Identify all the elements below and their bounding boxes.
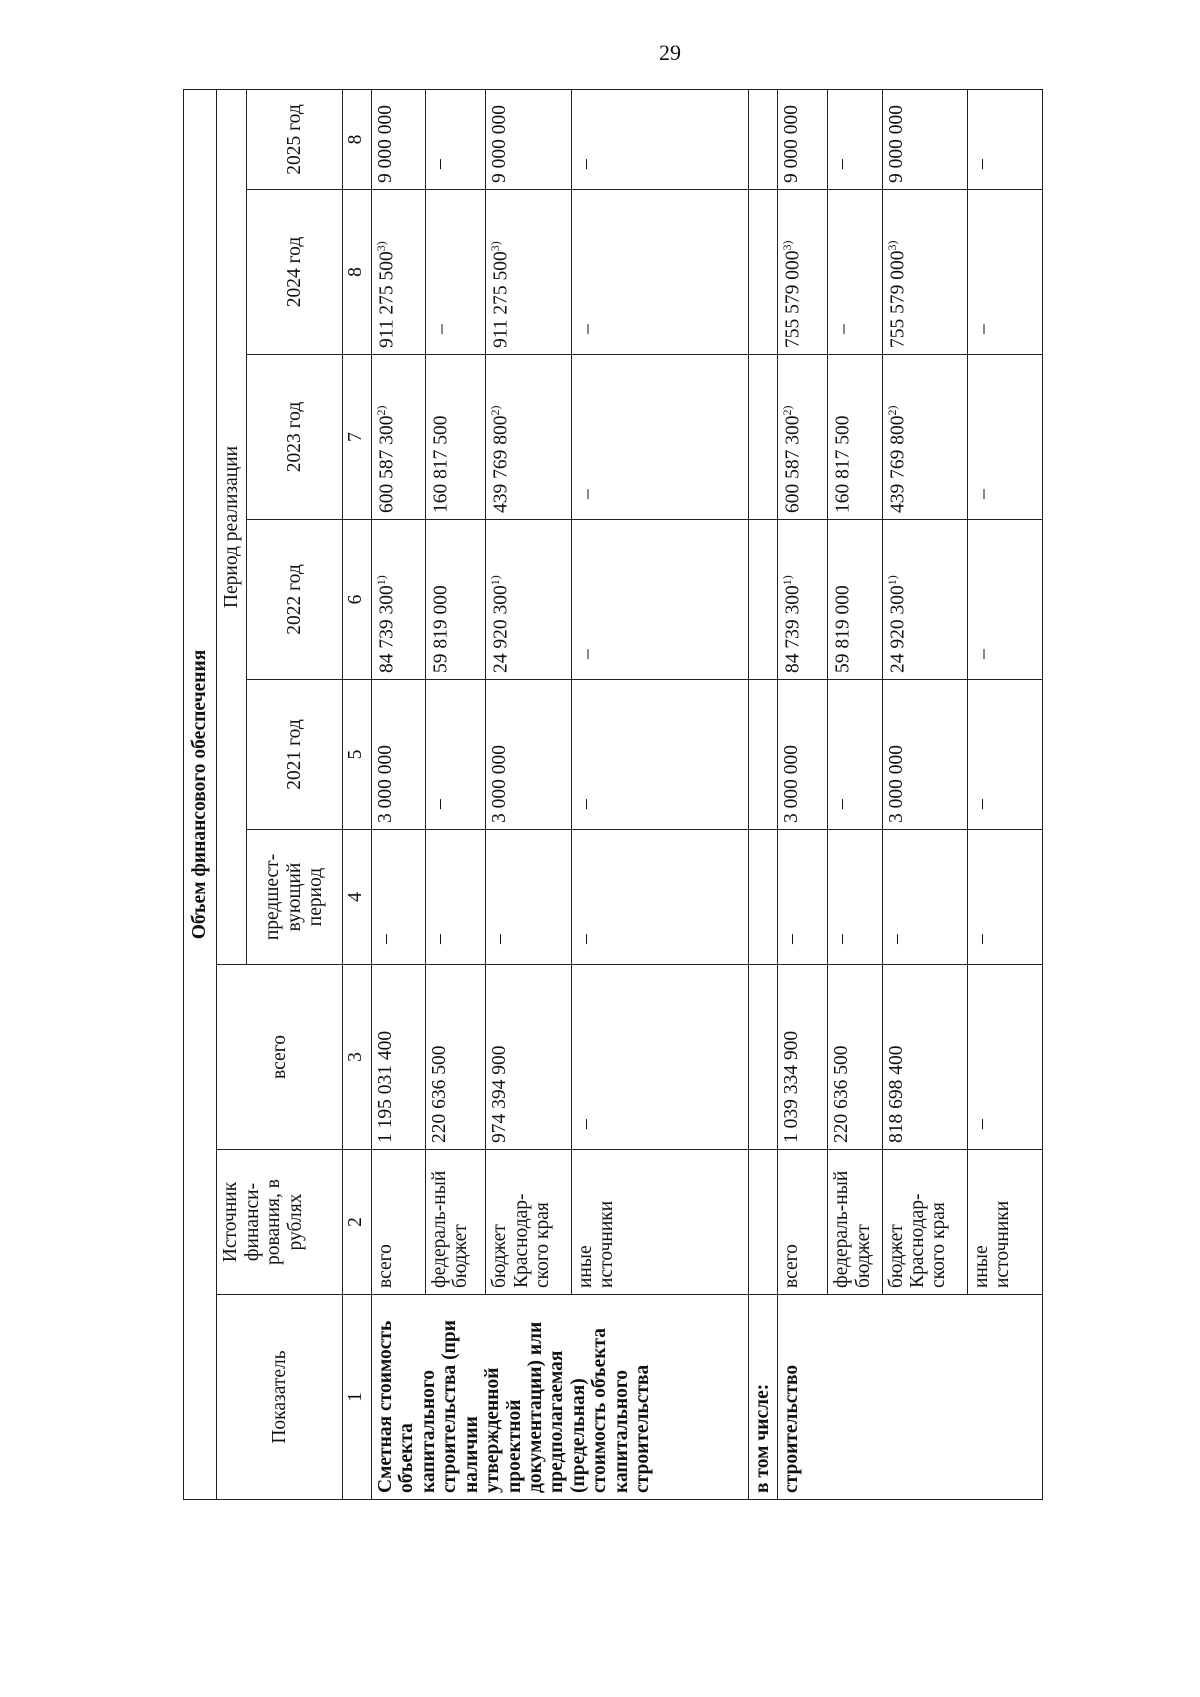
source-cell: бюджет Краснодар-ского края [486,1150,571,1295]
rotated-table-wrapper [183,90,1043,1500]
value: 911 275 500 [376,251,398,348]
col-index: 3 [342,965,371,1150]
header-indicator: Показатель [217,1295,342,1500]
y2024-cell [882,190,967,355]
value: 160 817 500 [430,415,452,513]
y2021-cell: – [967,680,1042,830]
footnote-mark: 2) [488,405,503,416]
y2021-cell: – [426,680,486,830]
table-row [748,89,778,1499]
y2023-cell [371,355,425,520]
col-index: 4 [342,830,371,965]
table-row [882,89,967,1499]
value: 84 739 300 [782,585,804,673]
value: – [972,489,994,499]
source-cell: федераль-ный бюджет [828,1150,882,1295]
col-index: 1 [342,1295,371,1500]
column-index-row [342,89,371,1499]
footnote-mark: 2) [780,405,795,416]
y2025-cell: – [967,89,1042,189]
source-cell: федераль-ный бюджет [426,1150,486,1295]
header-2022: 2022 год [246,520,342,680]
section2-label: строительство [778,1295,1043,1500]
y2024-cell [967,190,1042,355]
y2021-cell: 3 000 000 [882,680,967,830]
y2022-cell [778,520,828,680]
footnote-mark: 2) [884,405,899,416]
empty-cell [748,680,778,830]
y2022-cell [486,520,571,680]
value: – [576,489,598,499]
header-2024: 2024 год [246,190,342,355]
table-row [486,89,571,1499]
source-cell: бюджет Краснодар-ского края [882,1150,967,1295]
table-row [426,89,486,1499]
y2025-cell: 9 000 000 [882,89,967,189]
value: 439 769 800 [490,415,512,513]
y2021-cell: 3 000 000 [778,680,828,830]
value: 24 920 300 [887,585,909,673]
header-2025: 2025 год [246,89,342,189]
footnote-mark: 3) [780,240,795,251]
y2025-cell: 9 000 000 [486,89,571,189]
y2023-cell [486,355,571,520]
value: 600 587 300 [376,415,398,513]
total-cell: – [571,965,748,1150]
y2022-cell [882,520,967,680]
empty-cell [748,1150,778,1295]
empty-cell [748,965,778,1150]
header-2023: 2023 год [246,355,342,520]
table-row [828,89,882,1499]
footnote-mark: 1) [488,575,503,586]
value: 59 819 000 [832,585,854,673]
header-prev-period: предшест-вующий период [246,830,342,965]
y2021-cell: – [828,680,882,830]
footnote-mark: 1) [373,575,388,586]
header-source: Источник финанси-рования, в рублях [217,1150,342,1295]
prev-cell: – [571,830,748,965]
header-main: Объем финансового обеспечения [184,89,217,1499]
col-index: 7 [342,355,371,520]
y2021-cell: – [571,680,748,830]
y2025-cell: – [828,89,882,189]
footnote-mark: 3) [488,241,503,252]
empty-cell [748,520,778,680]
value: 755 579 000 [887,250,909,348]
footnote-mark: 2) [373,405,388,416]
header-total: всего [217,965,342,1150]
y2022-cell [967,520,1042,680]
total-cell: – [967,965,1042,1150]
prev-cell: – [967,830,1042,965]
col-index: 8 [342,190,371,355]
section1-label: Сметная стоимость объекта капитального строительства (при наличии утвержденной проектной документации) или предполагаемая (предельная) стоимость объекта капитального строительства [371,1295,748,1500]
y2023-cell [882,355,967,520]
y2021-cell: 3 000 000 [371,680,425,830]
y2023-cell [828,355,882,520]
y2025-cell: 9 000 000 [778,89,828,189]
prev-cell: – [426,830,486,965]
total-cell: 974 394 900 [486,965,571,1150]
table-row [778,89,828,1499]
y2024-cell [371,190,425,355]
y2024-cell [828,190,882,355]
source-cell: иные источники [571,1150,748,1295]
y2023-cell [778,355,828,520]
value: – [430,324,452,334]
y2022-cell [828,520,882,680]
footnote-mark: 3) [884,240,899,251]
value: 600 587 300 [782,415,804,513]
header-2021: 2021 год [246,680,342,830]
y2023-cell [571,355,748,520]
empty-cell [748,355,778,520]
total-cell: 1 039 334 900 [778,965,828,1150]
prev-cell: – [371,830,425,965]
prev-cell: – [778,830,828,965]
footnote-mark: 3) [373,241,388,252]
source-cell: всего [371,1150,425,1295]
prev-cell: – [828,830,882,965]
value: – [576,324,598,334]
value: 84 739 300 [376,585,398,673]
financing-table [183,89,1043,1500]
col-index: 8 [342,89,371,189]
y2025-cell: – [571,89,748,189]
value: 755 579 000 [782,250,804,348]
total-cell: 1 195 031 400 [371,965,425,1150]
value: – [972,649,994,659]
page-number: 29 [659,40,681,65]
empty-cell [748,190,778,355]
y2022-cell [426,520,486,680]
y2024-cell [571,190,748,355]
y2023-cell [967,355,1042,520]
y2024-cell [486,190,571,355]
prev-cell: – [882,830,967,965]
col-index: 2 [342,1150,371,1295]
total-cell: 220 636 500 [426,965,486,1150]
prev-cell: – [486,830,571,965]
y2025-cell: 9 000 000 [371,89,425,189]
footnote-mark: 1) [884,575,899,586]
table-row [571,89,748,1499]
col-index: 5 [342,680,371,830]
source-cell: всего [778,1150,828,1295]
value: 911 275 500 [490,251,512,348]
value: – [832,324,854,334]
y2023-cell [426,355,486,520]
header-period: Период реализации [217,89,247,964]
table-row [371,89,425,1499]
value: 59 819 000 [430,585,452,673]
y2022-cell [371,520,425,680]
y2021-cell: 3 000 000 [486,680,571,830]
total-cell: 220 636 500 [828,965,882,1150]
y2024-cell [778,190,828,355]
table-row [967,89,1042,1499]
y2024-cell [426,190,486,355]
empty-cell [748,830,778,965]
y2022-cell [571,520,748,680]
value: – [972,324,994,334]
value: 24 920 300 [490,585,512,673]
source-cell: иные источники [967,1150,1042,1295]
value: 160 817 500 [832,415,854,513]
y2025-cell: – [426,89,486,189]
footnote-mark: 1) [780,575,795,586]
empty-cell [748,89,778,189]
value: 439 769 800 [887,415,909,513]
total-cell: 818 698 400 [882,965,967,1150]
value: – [576,649,598,659]
in-that-number-label: в том числе: [748,1295,778,1500]
col-index: 6 [342,520,371,680]
